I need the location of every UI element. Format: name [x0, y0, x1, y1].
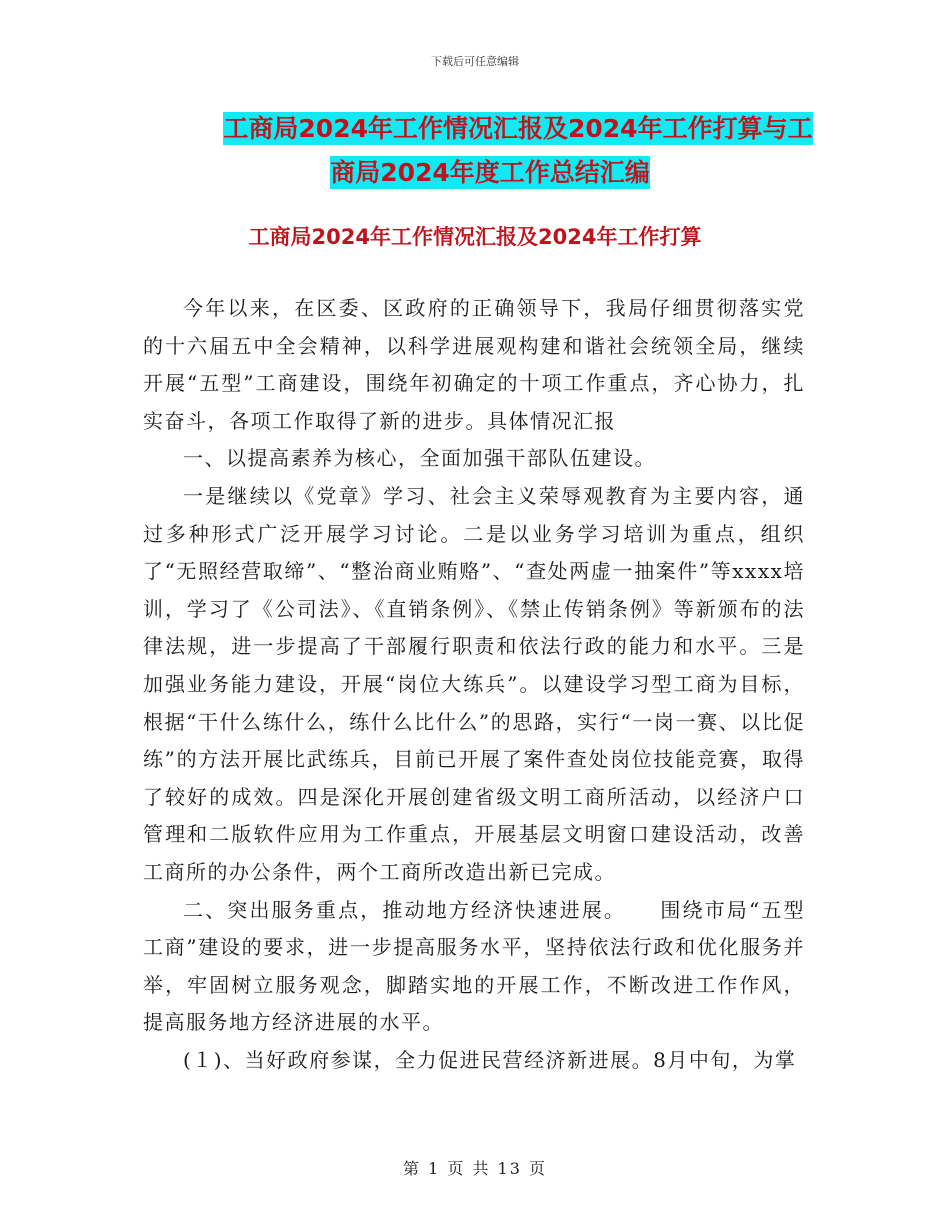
download-note: 下载后可任意编辑 — [431, 55, 519, 68]
document-body — [143, 290, 805, 1079]
title-line-1: 工商局2024年工作情况汇报及2024年工作打算与工 — [223, 114, 813, 143]
section-subtitle: 工商局2024年工作情况汇报及2024年工作打算 — [248, 225, 702, 249]
paragraph: (１)、当好政府参谋，全力促进民营经济新进展。8月中旬，为掌 — [183, 1047, 797, 1072]
paragraph: 今年以来，在区委、区政府的正确领导下，我局仔细贯彻落实党的十六届五中全会精神，以科学进展观构建和谐社会统领全局，继续开展“五型”工商建设，围绕年初确定的十项工作重点，齐心协力，扎实奋斗，各项工作取得了新的进步。具体情况汇报 — [143, 296, 805, 433]
title-line-2: 商局2024年度工作总结汇编 — [330, 158, 650, 187]
paragraph: 二、突出服务重点，推动地方经济快速进展。 围绕市局“五型工商”建设的要求，进一步提高服务水平，坚持依法行政和优化服务并举，牢固树立服务观念，脚踏实地的开展工作，不断改进工作作风，提高服务地方经济进展的水平。 — [143, 897, 805, 1035]
paragraph: 一是继续以《党章》学习、社会主义荣辱观教育为主要内容，通过多种形式广泛开展学习讨论。二是以业务学习培训为重点，组织了“无照经营取缔”、“整治商业贿赂”、“查处两虚一抽案件”等xxxx培训，学习了《公司法》、《直销条例》、《禁止传销条例》等新颁布的法律法规，进一步提高了干部履行职责和依法行政的能力和水平。三是加强业务能力建设，开展“岗位大练兵”。以建设学习型工商为目标，根据“干什么练什么，练什么比什么”的思路，实行“一岗一赛、以比促练”的方法开展比武练兵，目前已开展了案件查处岗位技能竞赛，取得了较好的成效。四是深化开展创建省级文明工商所活动，以经济户口管理和二版软件应用为工作重点，开展基层文明窗口建设活动，改善工商所的办公条件，两个工商所改造出新已完成。 — [143, 483, 805, 884]
paragraph: 一、以提高素养为核心，全面加强干部队伍建设。 — [183, 446, 656, 471]
page-number: 第 1 页 共 13 页 — [403, 1159, 547, 1178]
document-title — [140, 107, 840, 195]
